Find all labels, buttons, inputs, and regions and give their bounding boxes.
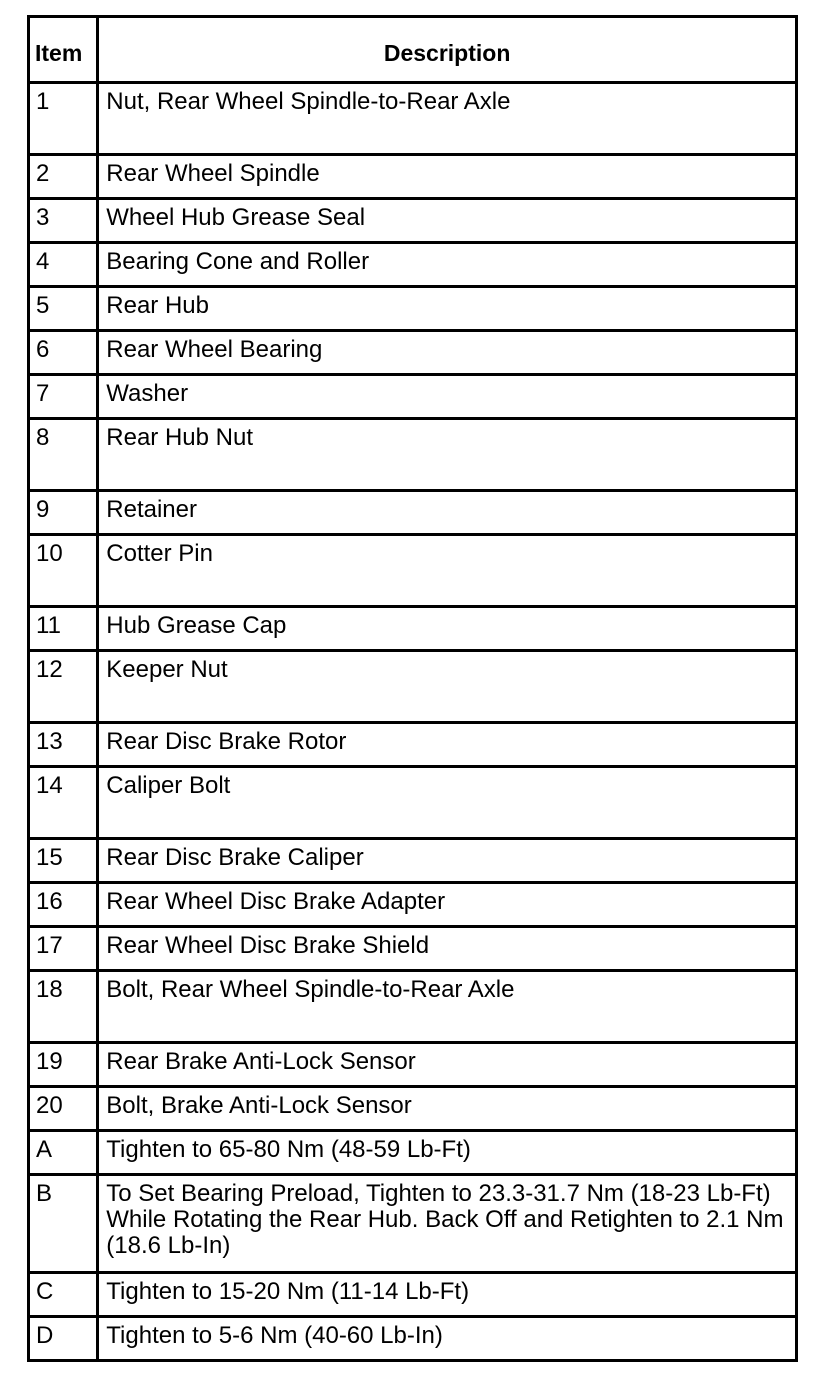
description-cell: Wheel Hub Grease Seal — [98, 199, 797, 243]
table-row — [29, 419, 797, 491]
description-cell: Rear Disc Brake Rotor — [98, 723, 797, 767]
description-cell: To Set Bearing Preload, Tighten to 23.3-31.7 Nm (18-23 Lb-Ft) While Rotating the Rear Hub. Back Off and Retighten to 2.1 Nm (18.6 Lb-In) — [98, 1175, 797, 1273]
description-cell: Rear Disc Brake Caliper — [98, 839, 797, 883]
item-number-cell: 13 — [29, 723, 98, 767]
item-number-cell: 20 — [29, 1087, 98, 1131]
table-row — [29, 651, 797, 723]
header-row — [29, 17, 797, 83]
table-row — [29, 607, 797, 651]
table-row — [29, 883, 797, 927]
description-cell: Rear Wheel Disc Brake Shield — [98, 927, 797, 971]
table-row — [29, 1273, 797, 1317]
table-row — [29, 1043, 797, 1087]
description-cell: Tighten to 65-80 Nm (48-59 Lb-Ft) — [98, 1131, 797, 1175]
item-number-cell: 6 — [29, 331, 98, 375]
description-cell: Rear Hub — [98, 287, 797, 331]
item-number-cell: C — [29, 1273, 98, 1317]
item-number-cell: 2 — [29, 155, 98, 199]
item-number-cell: 19 — [29, 1043, 98, 1087]
description-column-header: Description — [98, 17, 797, 83]
table-row — [29, 971, 797, 1043]
description-cell: Caliper Bolt — [98, 767, 797, 839]
table-row — [29, 155, 797, 199]
table-row — [29, 375, 797, 419]
description-cell: Rear Brake Anti-Lock Sensor — [98, 1043, 797, 1087]
table-row — [29, 331, 797, 375]
description-cell: Bolt, Brake Anti-Lock Sensor — [98, 1087, 797, 1131]
item-number-cell: 4 — [29, 243, 98, 287]
description-cell: Washer — [98, 375, 797, 419]
item-number-cell: 7 — [29, 375, 98, 419]
table-row — [29, 243, 797, 287]
item-number-cell: D — [29, 1317, 98, 1361]
item-number-cell: B — [29, 1175, 98, 1273]
item-number-cell: 18 — [29, 971, 98, 1043]
description-cell: Rear Wheel Disc Brake Adapter — [98, 883, 797, 927]
parts-table — [27, 15, 798, 1362]
item-number-cell: 11 — [29, 607, 98, 651]
table-row — [29, 1317, 797, 1361]
table-header — [29, 17, 797, 83]
table-row — [29, 1175, 797, 1273]
table-row — [29, 83, 797, 155]
table-row — [29, 1131, 797, 1175]
table-row — [29, 839, 797, 883]
description-cell: Tighten to 5-6 Nm (40-60 Lb-In) — [98, 1317, 797, 1361]
table-row — [29, 927, 797, 971]
description-cell: Bearing Cone and Roller — [98, 243, 797, 287]
table-row — [29, 1087, 797, 1131]
table-row — [29, 535, 797, 607]
description-cell: Rear Wheel Spindle — [98, 155, 797, 199]
description-cell: Cotter Pin — [98, 535, 797, 607]
item-column-header: Item — [29, 17, 98, 83]
table-row — [29, 287, 797, 331]
item-number-cell: 12 — [29, 651, 98, 723]
table-row — [29, 723, 797, 767]
item-number-cell: 3 — [29, 199, 98, 243]
item-number-cell: A — [29, 1131, 98, 1175]
item-number-cell: 14 — [29, 767, 98, 839]
item-number-cell: 10 — [29, 535, 98, 607]
item-number-cell: 15 — [29, 839, 98, 883]
description-cell: Rear Hub Nut — [98, 419, 797, 491]
item-number-cell: 9 — [29, 491, 98, 535]
description-cell: Keeper Nut — [98, 651, 797, 723]
description-cell: Rear Wheel Bearing — [98, 331, 797, 375]
table-body — [29, 83, 797, 1361]
item-number-cell: 5 — [29, 287, 98, 331]
item-number-cell: 1 — [29, 83, 98, 155]
table-row — [29, 491, 797, 535]
description-cell: Tighten to 15-20 Nm (11-14 Lb-Ft) — [98, 1273, 797, 1317]
item-number-cell: 17 — [29, 927, 98, 971]
description-cell: Hub Grease Cap — [98, 607, 797, 651]
description-cell: Retainer — [98, 491, 797, 535]
table-row — [29, 199, 797, 243]
description-cell: Nut, Rear Wheel Spindle-to-Rear Axle — [98, 83, 797, 155]
description-cell: Bolt, Rear Wheel Spindle-to-Rear Axle — [98, 971, 797, 1043]
item-number-cell: 16 — [29, 883, 98, 927]
item-number-cell: 8 — [29, 419, 98, 491]
table-row — [29, 767, 797, 839]
